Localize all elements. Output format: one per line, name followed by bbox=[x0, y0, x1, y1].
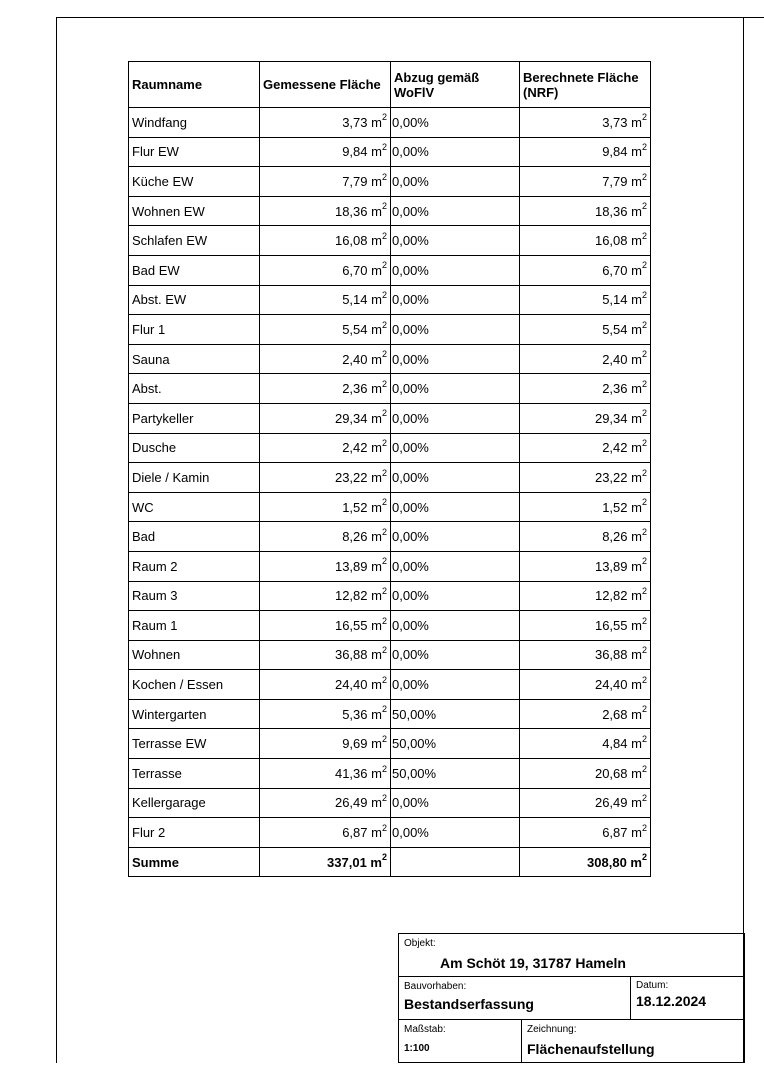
room-name: Küche EW bbox=[129, 167, 260, 197]
measured-area: 1,52 $m^2$ bbox=[260, 492, 391, 522]
deduction: 0,00% bbox=[391, 226, 520, 256]
room-name: Bad EW bbox=[129, 255, 260, 285]
measured-area: 6,87 $m^2$ bbox=[260, 818, 391, 848]
deduction: 0,00% bbox=[391, 255, 520, 285]
calculated-area: 5,14 $m^2$ bbox=[520, 285, 651, 315]
scale-divider bbox=[521, 1020, 522, 1062]
header-room-name: Raumname bbox=[129, 62, 260, 108]
deduction: 0,00% bbox=[391, 167, 520, 197]
room-name: Wintergarten bbox=[129, 699, 260, 729]
deduction: 0,00% bbox=[391, 522, 520, 552]
room-name: Terrasse bbox=[129, 759, 260, 789]
table-row bbox=[129, 226, 651, 256]
measured-area: 13,89 $m^2$ bbox=[260, 551, 391, 581]
table-row bbox=[129, 108, 651, 138]
header-measured-area: Gemessene Fläche bbox=[260, 62, 391, 108]
calculated-area: 24,40 $m^2$ bbox=[520, 670, 651, 700]
measured-area: 2,36 $m^2$ bbox=[260, 374, 391, 404]
sum-label: Summe bbox=[129, 847, 260, 877]
room-name: Dusche bbox=[129, 433, 260, 463]
measured-area: 9,84 $m^2$ bbox=[260, 137, 391, 167]
deduction: 0,00% bbox=[391, 137, 520, 167]
calculated-area: 12,82 $m^2$ bbox=[520, 581, 651, 611]
date-divider bbox=[630, 977, 631, 1020]
table-row bbox=[129, 581, 651, 611]
frame-corner-line bbox=[744, 17, 764, 18]
table-row bbox=[129, 255, 651, 285]
deduction: 50,00% bbox=[391, 759, 520, 789]
room-name: Wohnen bbox=[129, 640, 260, 670]
area-table bbox=[128, 61, 651, 877]
header-deduction: Abzug gemäß WoFlV bbox=[391, 62, 520, 108]
room-name: Terrasse EW bbox=[129, 729, 260, 759]
scale-value: 1:100 bbox=[404, 1043, 430, 1054]
calculated-area: 23,22 $m^2$ bbox=[520, 463, 651, 493]
table-row bbox=[129, 640, 651, 670]
measured-area: 8,26 $m^2$ bbox=[260, 522, 391, 552]
table-row bbox=[129, 137, 651, 167]
deduction: 0,00% bbox=[391, 196, 520, 226]
deduction: 0,00% bbox=[391, 315, 520, 345]
measured-area: 26,49 $m^2$ bbox=[260, 788, 391, 818]
calculated-area: 7,79 $m^2$ bbox=[520, 167, 651, 197]
table-row bbox=[129, 196, 651, 226]
header-calculated-area: Berechnete Fläche (NRF) bbox=[520, 62, 651, 108]
table-row bbox=[129, 315, 651, 345]
calculated-area: 6,70 $m^2$ bbox=[520, 255, 651, 285]
deduction: 0,00% bbox=[391, 108, 520, 138]
room-name: Diele / Kamin bbox=[129, 463, 260, 493]
measured-area: 41,36 $m^2$ bbox=[260, 759, 391, 789]
measured-area: 12,82 $m^2$ bbox=[260, 581, 391, 611]
room-name: Flur EW bbox=[129, 137, 260, 167]
sum-calculated: 308,80 $m^2$ bbox=[520, 847, 651, 877]
title-block-project-row bbox=[399, 977, 744, 1020]
room-name: Partykeller bbox=[129, 403, 260, 433]
deduction: 0,00% bbox=[391, 492, 520, 522]
drawing-label: Zeichnung: bbox=[527, 1024, 577, 1035]
room-name: Raum 3 bbox=[129, 581, 260, 611]
table-row bbox=[129, 492, 651, 522]
room-name: Sauna bbox=[129, 344, 260, 374]
deduction: 0,00% bbox=[391, 374, 520, 404]
room-name: Abst. EW bbox=[129, 285, 260, 315]
deduction: 0,00% bbox=[391, 611, 520, 641]
table-row bbox=[129, 788, 651, 818]
deduction: 0,00% bbox=[391, 640, 520, 670]
deduction: 0,00% bbox=[391, 670, 520, 700]
room-name: Raum 2 bbox=[129, 551, 260, 581]
calculated-area: 3,73 $m^2$ bbox=[520, 108, 651, 138]
room-name: Windfang bbox=[129, 108, 260, 138]
table-row bbox=[129, 818, 651, 848]
calculated-area: 2,40 $m^2$ bbox=[520, 344, 651, 374]
calculated-area: 8,26 $m^2$ bbox=[520, 522, 651, 552]
table-row bbox=[129, 759, 651, 789]
table-header-row bbox=[129, 62, 651, 108]
measured-area: 6,70 $m^2$ bbox=[260, 255, 391, 285]
room-name: Abst. bbox=[129, 374, 260, 404]
measured-area: 9,69 $m^2$ bbox=[260, 729, 391, 759]
object-value: Am Schöt 19, 31787 Hameln bbox=[440, 955, 626, 971]
deduction: 0,00% bbox=[391, 788, 520, 818]
measured-area: 7,79 $m^2$ bbox=[260, 167, 391, 197]
measured-area: 16,55 $m^2$ bbox=[260, 611, 391, 641]
room-name: Raum 1 bbox=[129, 611, 260, 641]
deduction: 0,00% bbox=[391, 403, 520, 433]
title-block-drawing-row bbox=[399, 1020, 744, 1062]
calculated-area: 36,88 $m^2$ bbox=[520, 640, 651, 670]
calculated-area: 16,08 $m^2$ bbox=[520, 226, 651, 256]
measured-area: 36,88 $m^2$ bbox=[260, 640, 391, 670]
calculated-area: 2,68 $m^2$ bbox=[520, 699, 651, 729]
calculated-area: 2,42 $m^2$ bbox=[520, 433, 651, 463]
table-row bbox=[129, 433, 651, 463]
date-label: Datum: bbox=[636, 980, 669, 991]
measured-area: 16,08 $m^2$ bbox=[260, 226, 391, 256]
calculated-area: 4,84 $m^2$ bbox=[520, 729, 651, 759]
sum-deduction-empty bbox=[391, 847, 520, 877]
measured-area: 5,36 $m^2$ bbox=[260, 699, 391, 729]
calculated-area: 9,84 $m^2$ bbox=[520, 137, 651, 167]
calculated-area: 29,34 $m^2$ bbox=[520, 403, 651, 433]
deduction: 0,00% bbox=[391, 551, 520, 581]
table-row bbox=[129, 611, 651, 641]
project-label: Bauvorhaben: bbox=[404, 981, 467, 992]
table-row bbox=[129, 463, 651, 493]
calculated-area: 6,87 $m^2$ bbox=[520, 818, 651, 848]
table-row bbox=[129, 285, 651, 315]
deduction: 0,00% bbox=[391, 285, 520, 315]
table-row bbox=[129, 729, 651, 759]
sum-measured: 337,01 $m^2$ bbox=[260, 847, 391, 877]
table-row bbox=[129, 374, 651, 404]
measured-area: 24,40 $m^2$ bbox=[260, 670, 391, 700]
drawing-value: Flächenaufstellung bbox=[527, 1041, 655, 1057]
room-name: Kellergarage bbox=[129, 788, 260, 818]
calculated-area: 5,54 $m^2$ bbox=[520, 315, 651, 345]
title-block-object-row bbox=[399, 934, 744, 977]
measured-area: 18,36 $m^2$ bbox=[260, 196, 391, 226]
deduction: 0,00% bbox=[391, 463, 520, 493]
table-row bbox=[129, 551, 651, 581]
room-name: Bad bbox=[129, 522, 260, 552]
calculated-area: 13,89 $m^2$ bbox=[520, 551, 651, 581]
scale-label: Maßstab: bbox=[404, 1024, 446, 1035]
room-name: WC bbox=[129, 492, 260, 522]
table-sum-row bbox=[129, 847, 651, 877]
table-row bbox=[129, 403, 651, 433]
room-name: Wohnen EW bbox=[129, 196, 260, 226]
table-row bbox=[129, 344, 651, 374]
deduction: 0,00% bbox=[391, 433, 520, 463]
calculated-area: 1,52 $m^2$ bbox=[520, 492, 651, 522]
measured-area: 5,54 $m^2$ bbox=[260, 315, 391, 345]
calculated-area: 26,49 $m^2$ bbox=[520, 788, 651, 818]
date-value: 18.12.2024 bbox=[636, 993, 707, 1009]
room-name: Flur 1 bbox=[129, 315, 260, 345]
table-row bbox=[129, 167, 651, 197]
measured-area: 29,34 $m^2$ bbox=[260, 403, 391, 433]
measured-area: 3,73 $m^2$ bbox=[260, 108, 391, 138]
calculated-area: 2,36 $m^2$ bbox=[520, 374, 651, 404]
measured-area: 5,14 $m^2$ bbox=[260, 285, 391, 315]
table-row bbox=[129, 522, 651, 552]
room-name: Flur 2 bbox=[129, 818, 260, 848]
table-body bbox=[129, 108, 651, 848]
measured-area: 2,40 $m^2$ bbox=[260, 344, 391, 374]
calculated-area: 20,68 $m^2$ bbox=[520, 759, 651, 789]
project-value: Bestandserfassung bbox=[404, 996, 534, 1012]
room-name: Kochen / Essen bbox=[129, 670, 260, 700]
room-name: Schlafen EW bbox=[129, 226, 260, 256]
deduction: 50,00% bbox=[391, 699, 520, 729]
measured-area: 23,22 $m^2$ bbox=[260, 463, 391, 493]
measured-area: 2,42 $m^2$ bbox=[260, 433, 391, 463]
table-row bbox=[129, 699, 651, 729]
deduction: 0,00% bbox=[391, 581, 520, 611]
title-block bbox=[398, 933, 745, 1063]
calculated-area: 16,55 $m^2$ bbox=[520, 611, 651, 641]
deduction: 0,00% bbox=[391, 344, 520, 374]
object-label: Objekt: bbox=[404, 938, 436, 949]
calculated-area: 18,36 $m^2$ bbox=[520, 196, 651, 226]
table-row bbox=[129, 670, 651, 700]
deduction: 0,00% bbox=[391, 818, 520, 848]
deduction: 50,00% bbox=[391, 729, 520, 759]
